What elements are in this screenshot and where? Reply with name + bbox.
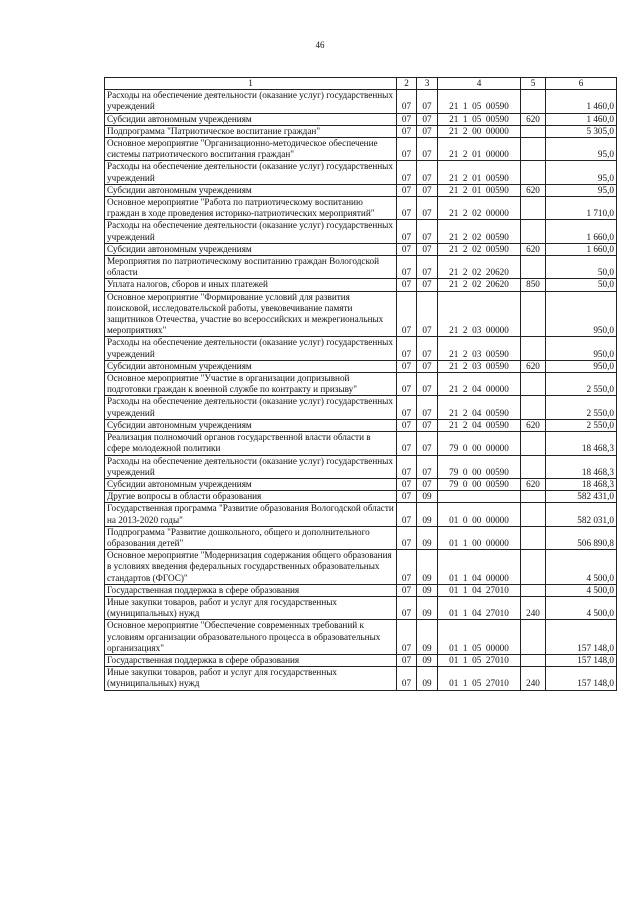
row-amount-cell: 4 500,0 [546,584,617,596]
row-name-cell: Основное мероприятие "Модернизация содержания общего образования в условиях введения федеральных государственных образовательных стандартов (ФГОС)" [105,550,397,585]
row-target-article-cell: 01 0 00 00000 [438,503,521,526]
row-expense-type-cell [521,526,546,549]
row-target-article-cell: 21 2 02 20620 [438,279,521,291]
row-amount-cell: 18 468,3 [546,478,617,490]
row-section-cell: 07 [397,184,417,196]
row-amount-cell: 4 500,0 [546,550,617,585]
row-target-article-cell: 21 1 05 00590 [438,113,521,125]
row-amount-cell: 2 550,0 [546,373,617,396]
row-target-article-cell: 21 2 04 00000 [438,373,521,396]
table-row [105,184,617,196]
table-row [105,503,617,526]
table-row [105,138,617,161]
row-section-cell: 07 [397,90,417,113]
row-subsection-cell: 07 [417,161,438,184]
row-subsection-cell: 07 [417,138,438,161]
row-target-article-cell [438,491,521,503]
row-name-cell: Государственная программа "Развитие образования Вологодской области на 2013-2020 годы" [105,503,397,526]
row-name-cell: Государственная поддержка в сфере образования [105,654,397,666]
header-cell: 6 [546,78,617,90]
row-name-cell: Расходы на обеспечение деятельности (оказание услуг) государственных учреждений [105,337,397,360]
row-name-cell: Субсидии автономным учреждениям [105,360,397,372]
table-row [105,256,617,279]
row-name-cell: Расходы на обеспечение деятельности (оказание услуг) государственных учреждений [105,220,397,243]
row-section-cell: 07 [397,291,417,337]
row-target-article-cell: 21 2 03 00000 [438,291,521,337]
header-cell: 4 [438,78,521,90]
row-name-cell: Расходы на обеспечение деятельности (оказание услуг) государственных учреждений [105,455,397,478]
row-name-cell: Субсидии автономным учреждениям [105,419,397,431]
row-subsection-cell: 09 [417,550,438,585]
table-row [105,491,617,503]
row-expense-type-cell: 850 [521,279,546,291]
row-subsection-cell: 09 [417,491,438,503]
row-amount-cell: 2 550,0 [546,419,617,431]
table-row [105,161,617,184]
row-expense-type-cell: 620 [521,113,546,125]
row-name-cell: Уплата налогов, сборов и иных платежей [105,279,397,291]
header-cell: 3 [417,78,438,90]
row-amount-cell: 950,0 [546,337,617,360]
row-subsection-cell: 09 [417,667,438,690]
row-expense-type-cell [521,455,546,478]
row-subsection-cell: 07 [417,455,438,478]
row-section-cell: 07 [397,373,417,396]
row-expense-type-cell [521,654,546,666]
row-section-cell: 07 [397,396,417,419]
row-name-cell: Реализация полномочий органов государственной власти области в сфере молодежной политики [105,432,397,455]
row-expense-type-cell: 620 [521,360,546,372]
row-expense-type-cell [521,503,546,526]
table-row [105,125,617,137]
row-name-cell: Субсидии автономным учреждениям [105,243,397,255]
row-name-cell: Субсидии автономным учреждениям [105,184,397,196]
table-row [105,455,617,478]
row-section-cell: 07 [397,337,417,360]
row-target-article-cell: 01 1 04 00000 [438,550,521,585]
row-name-cell: Расходы на обеспечение деятельности (оказание услуг) государственных учреждений [105,161,397,184]
row-expense-type-cell [521,125,546,137]
row-target-article-cell: 21 2 02 00590 [438,243,521,255]
row-amount-cell: 95,0 [546,138,617,161]
row-expense-type-cell: 240 [521,667,546,690]
row-amount-cell: 582 431,0 [546,491,617,503]
row-expense-type-cell [521,90,546,113]
row-name-cell: Основное мероприятие "Формирование условий для развития поисковой, исследовательской работы, увековечивание памяти защитников Отечества, участие во всероссийских и межрегиональных мероприятиях" [105,291,397,337]
row-name-cell: Иные закупки товаров, работ и услуг для государственных (муниципальных) нужд [105,596,397,619]
page-number: 46 [315,40,325,50]
row-amount-cell: 1 460,0 [546,90,617,113]
table-row [105,279,617,291]
row-expense-type-cell: 620 [521,419,546,431]
row-name-cell: Иные закупки товаров, работ и услуг для государственных (муниципальных) нужд [105,667,397,690]
row-target-article-cell: 21 2 04 00590 [438,419,521,431]
row-target-article-cell: 01 1 05 27010 [438,654,521,666]
row-section-cell: 07 [397,455,417,478]
row-subsection-cell: 07 [417,279,438,291]
row-amount-cell: 95,0 [546,184,617,196]
row-amount-cell: 506 890,8 [546,526,617,549]
table-row [105,396,617,419]
header-cell: 1 [105,78,397,90]
row-subsection-cell: 07 [417,373,438,396]
row-expense-type-cell [521,291,546,337]
table-row [105,526,617,549]
row-target-article-cell: 21 2 02 00590 [438,220,521,243]
row-amount-cell: 950,0 [546,291,617,337]
table-row [105,243,617,255]
row-amount-cell: 4 500,0 [546,596,617,619]
row-subsection-cell: 07 [417,360,438,372]
row-subsection-cell: 07 [417,243,438,255]
row-expense-type-cell [521,220,546,243]
row-target-article-cell: 21 2 02 20620 [438,256,521,279]
row-name-cell: Подпрограмма "Патриотическое воспитание граждан" [105,125,397,137]
row-section-cell: 07 [397,596,417,619]
row-amount-cell: 2 550,0 [546,396,617,419]
row-name-cell: Другие вопросы в области образования [105,491,397,503]
table-row [105,373,617,396]
row-subsection-cell: 07 [417,291,438,337]
table-row [105,419,617,431]
table-row [105,620,617,655]
row-subsection-cell: 09 [417,654,438,666]
row-section-cell: 07 [397,491,417,503]
row-name-cell: Мероприятия по патриотическому воспитанию граждан Вологодской области [105,256,397,279]
row-subsection-cell: 09 [417,503,438,526]
row-expense-type-cell: 620 [521,243,546,255]
row-section-cell: 07 [397,667,417,690]
table-row [105,291,617,337]
row-subsection-cell: 07 [417,256,438,279]
row-target-article-cell: 79 0 00 00590 [438,455,521,478]
row-section-cell: 07 [397,138,417,161]
row-name-cell: Основное мероприятие "Участие в организации допризывной подготовки граждан к военной службе по контракту и призыву" [105,373,397,396]
row-amount-cell: 18 468,3 [546,455,617,478]
row-name-cell: Подпрограмма "Развитие дошкольного, общего и дополнительного образования детей" [105,526,397,549]
row-expense-type-cell [521,161,546,184]
row-target-article-cell: 21 2 01 00590 [438,161,521,184]
row-name-cell: Расходы на обеспечение деятельности (оказание услуг) государственных учреждений [105,90,397,113]
row-target-article-cell: 01 1 04 27010 [438,584,521,596]
row-target-article-cell: 21 2 01 00590 [438,184,521,196]
row-amount-cell: 1 460,0 [546,113,617,125]
table-row [105,337,617,360]
row-target-article-cell: 21 2 03 00590 [438,360,521,372]
row-subsection-cell: 07 [417,125,438,137]
row-target-article-cell: 21 2 01 00000 [438,138,521,161]
table-row [105,360,617,372]
row-amount-cell: 1 660,0 [546,220,617,243]
row-section-cell: 07 [397,432,417,455]
row-section-cell: 07 [397,550,417,585]
row-amount-cell: 1 710,0 [546,197,617,220]
row-expense-type-cell: 240 [521,596,546,619]
row-subsection-cell: 07 [417,419,438,431]
row-subsection-cell: 07 [417,184,438,196]
row-amount-cell: 582 031,0 [546,503,617,526]
table-row [105,584,617,596]
row-subsection-cell: 07 [417,396,438,419]
row-name-cell: Субсидии автономным учреждениям [105,113,397,125]
row-section-cell: 07 [397,584,417,596]
row-target-article-cell: 01 1 00 00000 [438,526,521,549]
row-section-cell: 07 [397,478,417,490]
row-section-cell: 07 [397,197,417,220]
row-section-cell: 07 [397,620,417,655]
row-expense-type-cell: 620 [521,478,546,490]
row-amount-cell: 157 148,0 [546,620,617,655]
row-name-cell: Основное мероприятие "Организационно-методическое обеспечение системы патриотического воспитания граждан" [105,138,397,161]
row-subsection-cell: 07 [417,337,438,360]
row-amount-cell: 50,0 [546,279,617,291]
row-target-article-cell: 21 1 05 00590 [438,90,521,113]
row-section-cell: 07 [397,125,417,137]
row-name-cell: Государственная поддержка в сфере образования [105,584,397,596]
row-subsection-cell: 07 [417,113,438,125]
row-section-cell: 07 [397,279,417,291]
row-target-article-cell: 21 2 03 00590 [438,337,521,360]
table-row [105,432,617,455]
row-section-cell: 07 [397,113,417,125]
table-row [105,596,617,619]
row-name-cell: Субсидии автономным учреждениям [105,478,397,490]
budget-table [104,77,617,691]
row-target-article-cell: 21 2 00 00000 [438,125,521,137]
row-expense-type-cell [521,138,546,161]
row-amount-cell: 95,0 [546,161,617,184]
row-target-article-cell: 01 1 05 00000 [438,620,521,655]
row-expense-type-cell [521,197,546,220]
row-name-cell: Расходы на обеспечение деятельности (оказание услуг) государственных учреждений [105,396,397,419]
row-section-cell: 07 [397,161,417,184]
row-name-cell: Основное мероприятие "Работа по патриотическому воспитанию граждан в ходе проведения историко-патриотических мероприятий" [105,197,397,220]
table-row [105,667,617,690]
table-row [105,550,617,585]
row-name-cell: Основное мероприятие "Обеспечение современных требований к условиям организации образовательного процесса в образовательных организациях" [105,620,397,655]
row-subsection-cell: 09 [417,526,438,549]
row-expense-type-cell [521,620,546,655]
row-expense-type-cell [521,373,546,396]
row-subsection-cell: 09 [417,584,438,596]
row-section-cell: 07 [397,360,417,372]
row-section-cell: 07 [397,243,417,255]
row-amount-cell: 157 148,0 [546,667,617,690]
row-section-cell: 07 [397,654,417,666]
row-subsection-cell: 09 [417,596,438,619]
row-subsection-cell: 07 [417,432,438,455]
header-cell: 2 [397,78,417,90]
row-expense-type-cell [521,396,546,419]
row-section-cell: 07 [397,503,417,526]
row-expense-type-cell [521,550,546,585]
row-section-cell: 07 [397,526,417,549]
row-amount-cell: 157 148,0 [546,654,617,666]
row-expense-type-cell [521,432,546,455]
row-amount-cell: 950,0 [546,360,617,372]
row-expense-type-cell: 620 [521,184,546,196]
row-target-article-cell: 01 1 04 27010 [438,596,521,619]
row-amount-cell: 1 660,0 [546,243,617,255]
row-expense-type-cell [521,584,546,596]
table-row [105,113,617,125]
table-row [105,220,617,243]
row-target-article-cell: 79 0 00 00590 [438,478,521,490]
row-target-article-cell: 79 0 00 00000 [438,432,521,455]
row-expense-type-cell [521,256,546,279]
row-expense-type-cell [521,337,546,360]
row-subsection-cell: 07 [417,478,438,490]
row-subsection-cell: 07 [417,220,438,243]
row-expense-type-cell [521,491,546,503]
table-header-row [105,78,617,90]
row-subsection-cell: 09 [417,620,438,655]
row-subsection-cell: 07 [417,197,438,220]
row-section-cell: 07 [397,256,417,279]
table-row [105,478,617,490]
row-amount-cell: 18 468,3 [546,432,617,455]
table-row [105,90,617,113]
row-target-article-cell: 21 2 02 00000 [438,197,521,220]
row-target-article-cell: 01 1 05 27010 [438,667,521,690]
row-target-article-cell: 21 2 04 00590 [438,396,521,419]
row-amount-cell: 5 305,0 [546,125,617,137]
row-section-cell: 07 [397,220,417,243]
row-subsection-cell: 07 [417,90,438,113]
row-section-cell: 07 [397,419,417,431]
table-row [105,654,617,666]
row-amount-cell: 50,0 [546,256,617,279]
header-cell: 5 [521,78,546,90]
table-row [105,197,617,220]
